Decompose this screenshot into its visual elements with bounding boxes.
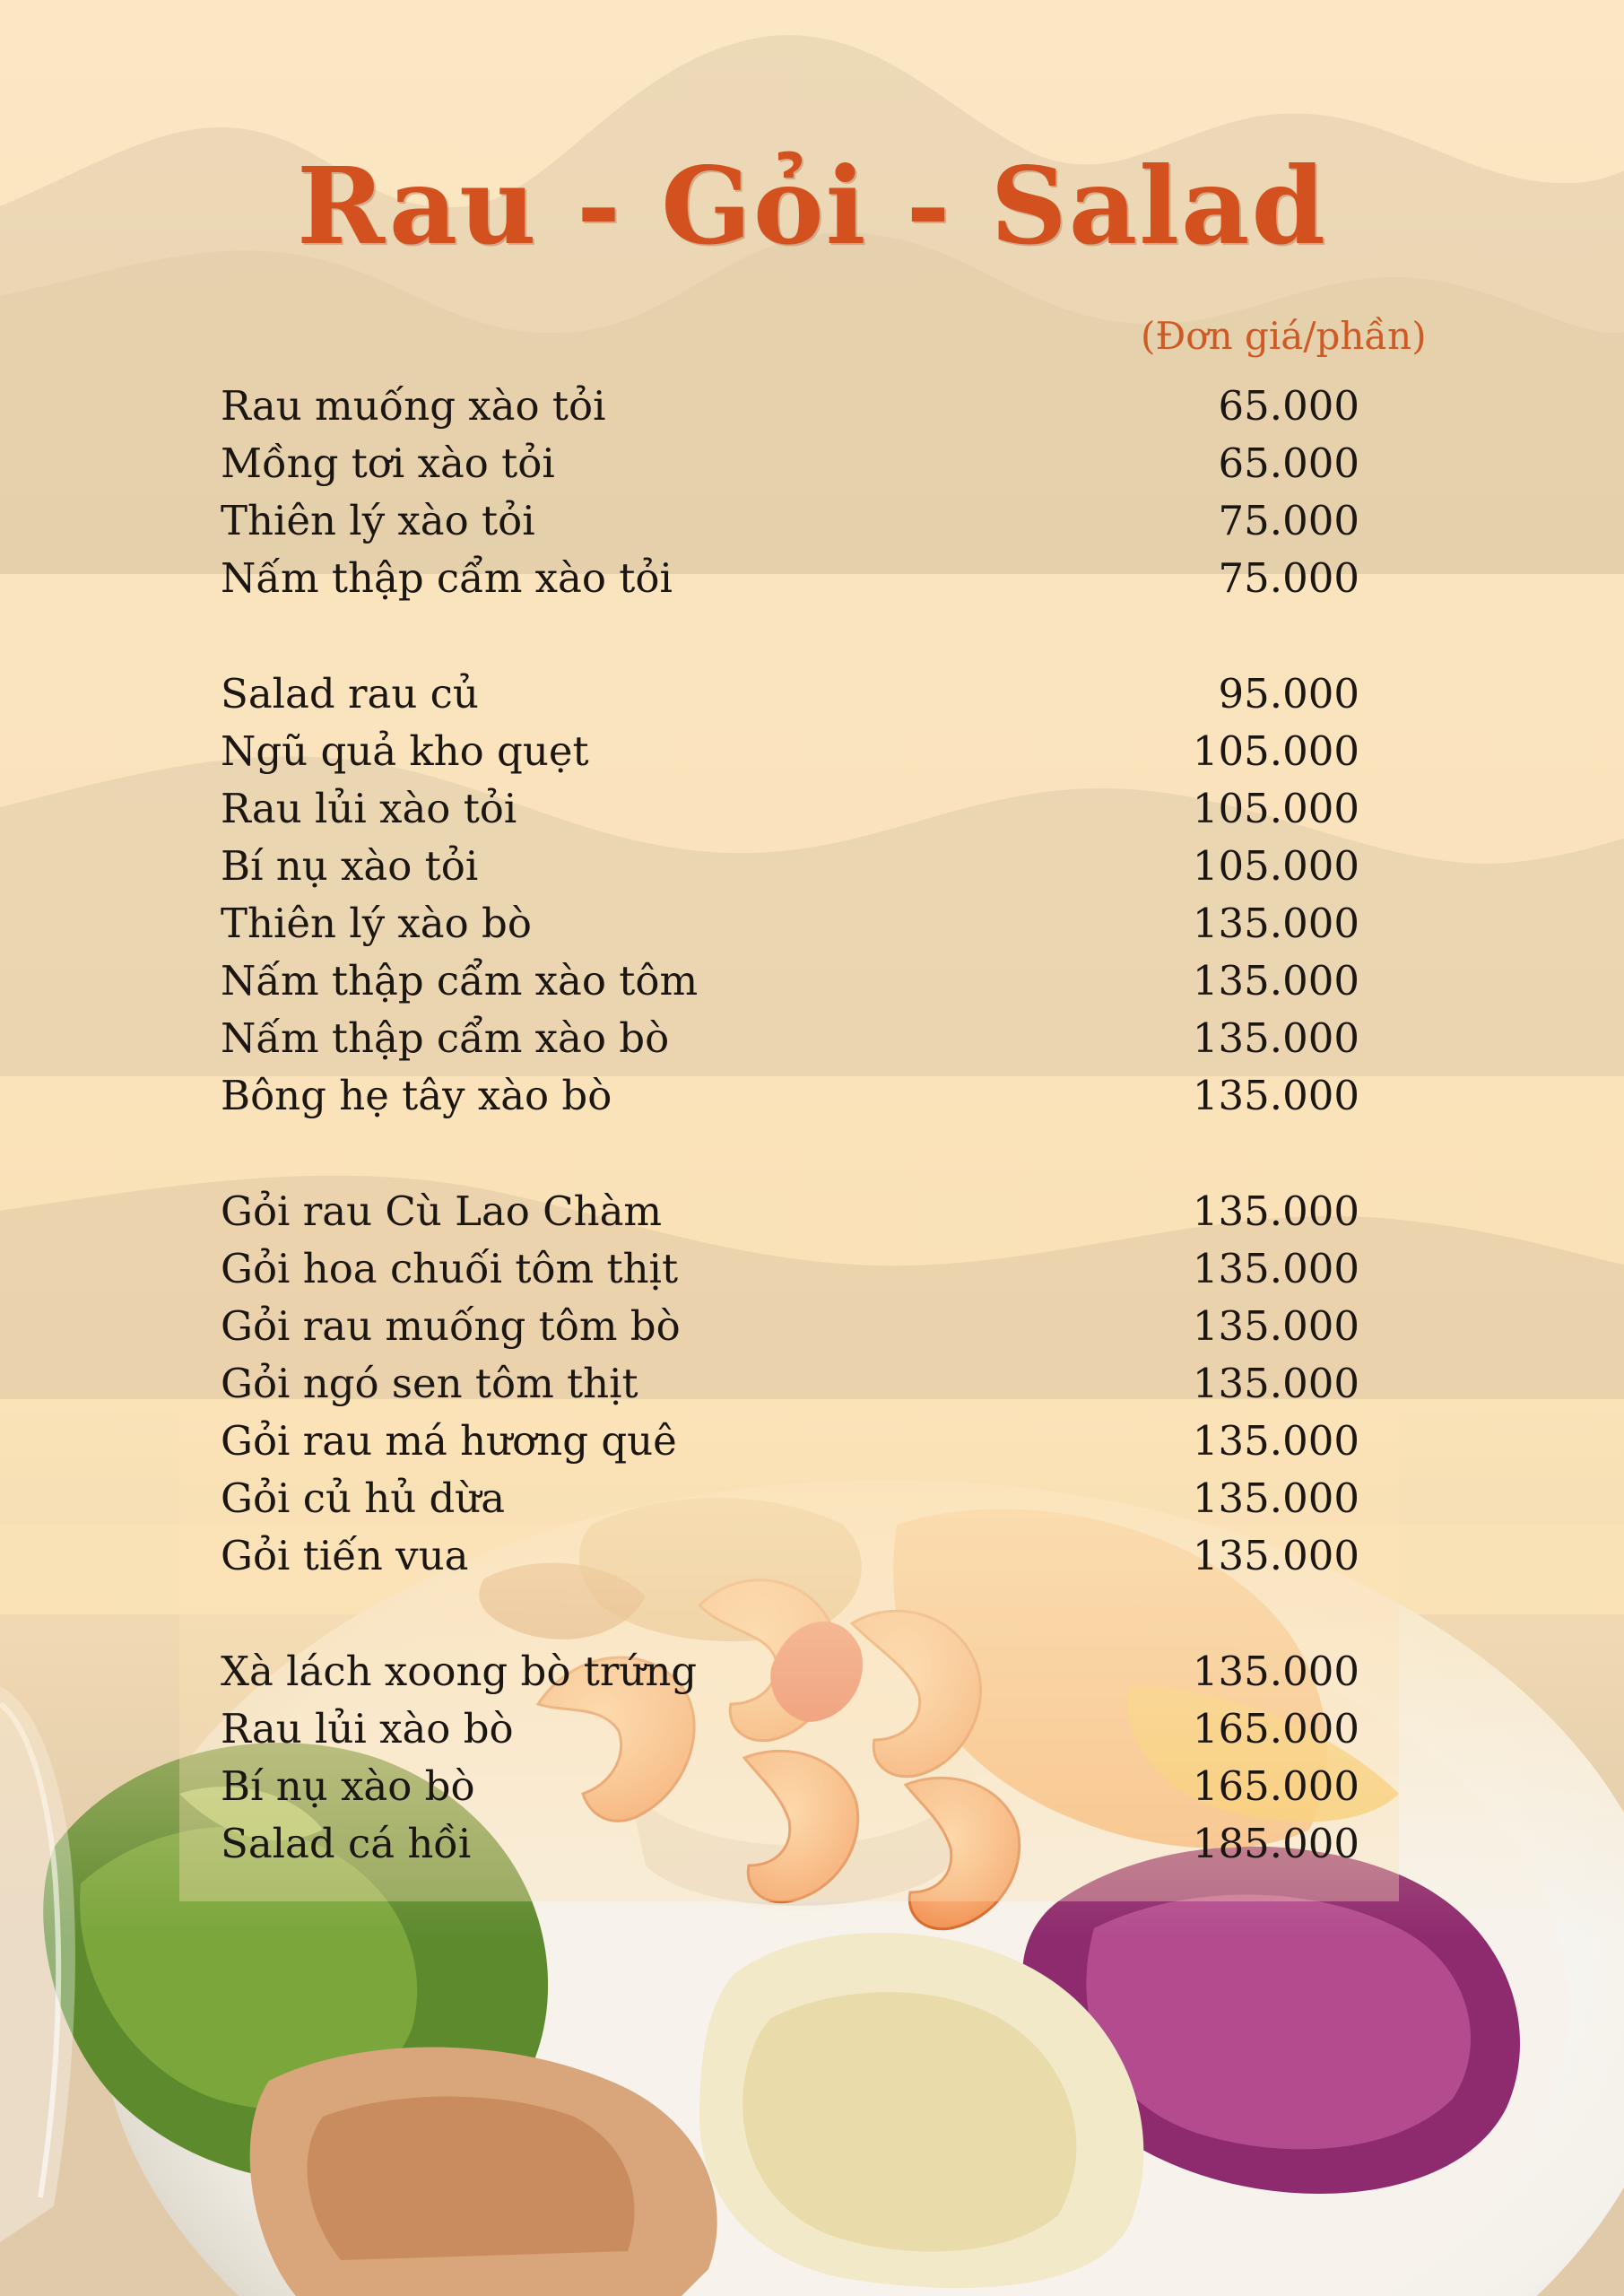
item-name: Gỏi tiến vua — [221, 1531, 469, 1579]
item-price: 65.000 — [1218, 439, 1359, 487]
item-price: 105.000 — [1192, 784, 1359, 832]
menu-item — [221, 434, 1359, 491]
item-name: Rau lủi xào tỏi — [221, 784, 517, 832]
menu-item — [221, 1469, 1359, 1526]
page-title: Rau - Gỏi - Salad — [296, 144, 1328, 268]
unit-note: (Đơn giá/phần) — [1141, 314, 1427, 358]
menu-group — [221, 665, 1359, 1124]
item-price: 135.000 — [1192, 1531, 1359, 1579]
item-price: 165.000 — [1192, 1704, 1359, 1752]
item-price: 135.000 — [1192, 1301, 1359, 1350]
item-name: Gỏi ngó sen tôm thịt — [221, 1359, 638, 1407]
menu-item — [221, 1700, 1359, 1757]
item-price: 75.000 — [1218, 553, 1359, 602]
item-name: Thiên lý xào bò — [221, 899, 532, 947]
menu-list — [221, 377, 1359, 1930]
menu-group — [221, 1182, 1359, 1584]
menu-item — [221, 722, 1359, 779]
item-price: 135.000 — [1192, 956, 1359, 1004]
menu-item — [221, 1182, 1359, 1239]
menu-item — [221, 1757, 1359, 1814]
menu-item — [221, 1412, 1359, 1469]
menu-group — [221, 377, 1359, 606]
item-name: Nấm thập cẩm xào bò — [221, 1013, 670, 1062]
menu-item — [221, 1009, 1359, 1066]
item-price: 135.000 — [1192, 1013, 1359, 1062]
menu-item — [221, 491, 1359, 549]
item-price: 65.000 — [1218, 381, 1359, 430]
menu-group — [221, 1642, 1359, 1872]
menu-item — [221, 1239, 1359, 1297]
menu-item — [221, 1066, 1359, 1124]
item-name: Gỏi củ hủ dừa — [221, 1474, 506, 1522]
item-price: 135.000 — [1192, 1071, 1359, 1119]
item-name: Ngũ quả kho quẹt — [221, 726, 589, 775]
menu-item — [221, 549, 1359, 606]
item-name: Rau lủi xào bò — [221, 1704, 514, 1752]
item-name: Gỏi rau má hương quê — [221, 1416, 677, 1465]
item-price: 135.000 — [1192, 1187, 1359, 1235]
item-price: 185.000 — [1192, 1819, 1359, 1867]
menu-item — [221, 779, 1359, 837]
item-price: 105.000 — [1192, 841, 1359, 890]
item-price: 165.000 — [1192, 1761, 1359, 1810]
item-name: Gỏi hoa chuối tôm thịt — [221, 1244, 679, 1292]
menu-item — [221, 665, 1359, 722]
item-price: 135.000 — [1192, 1244, 1359, 1292]
item-name: Gỏi rau Cù Lao Chàm — [221, 1187, 663, 1235]
item-name: Mồng tơi xào tỏi — [221, 439, 555, 487]
menu-item — [221, 1642, 1359, 1700]
item-name: Bí nụ xào bò — [221, 1761, 475, 1810]
item-name: Salad cá hồi — [221, 1819, 472, 1867]
item-name: Bí nụ xào tỏi — [221, 841, 479, 890]
menu-item — [221, 1814, 1359, 1872]
item-name: Xà lách xoong bò trứng — [221, 1647, 698, 1695]
item-price: 105.000 — [1192, 726, 1359, 775]
item-name: Nấm thập cẩm xào tỏi — [221, 553, 673, 602]
item-name: Gỏi rau muống tôm bò — [221, 1301, 681, 1350]
item-name: Thiên lý xào tỏi — [221, 496, 535, 544]
menu-item — [221, 894, 1359, 952]
menu-item — [221, 377, 1359, 434]
menu-item — [221, 1297, 1359, 1354]
item-price: 135.000 — [1192, 1359, 1359, 1407]
item-price: 135.000 — [1192, 899, 1359, 947]
item-name: Nấm thập cẩm xào tôm — [221, 956, 699, 1004]
item-name: Bông hẹ tây xào bò — [221, 1071, 612, 1119]
item-price: 135.000 — [1192, 1416, 1359, 1465]
item-price: 135.000 — [1192, 1474, 1359, 1522]
menu-item — [221, 1354, 1359, 1412]
menu-item — [221, 837, 1359, 894]
menu-item — [221, 1526, 1359, 1584]
item-price: 135.000 — [1192, 1647, 1359, 1695]
item-price: 95.000 — [1218, 669, 1359, 718]
item-price: 75.000 — [1218, 496, 1359, 544]
item-name: Salad rau củ — [221, 669, 479, 718]
menu-item — [221, 952, 1359, 1009]
item-name: Rau muống xào tỏi — [221, 381, 606, 430]
